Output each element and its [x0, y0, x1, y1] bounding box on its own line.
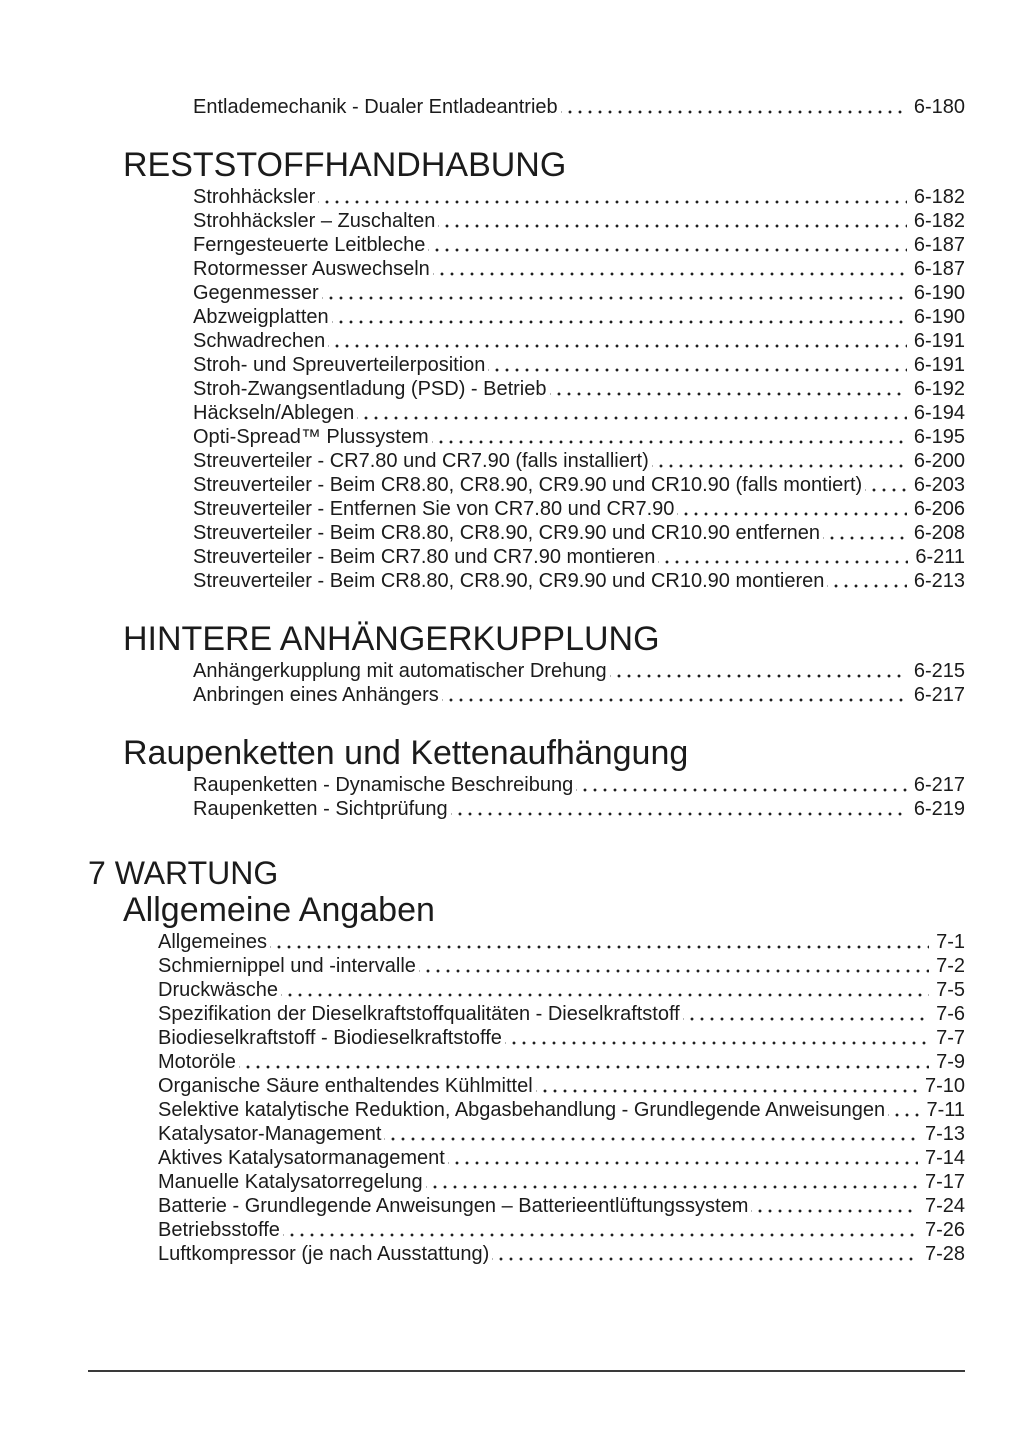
toc-entry	[0, 1122, 1024, 1146]
dot-leader-icon	[550, 377, 907, 401]
section-heading: Allgemeine Angaben	[123, 891, 435, 929]
toc-blocks-container	[0, 95, 1024, 1266]
entry-title: Druckwäsche	[158, 979, 279, 1001]
entry-page-number: 6-206	[913, 498, 965, 520]
entry-page-number: 6-213	[913, 570, 965, 592]
dot-leader-icon	[432, 425, 907, 449]
entry-title: Stroh-Zwangsentladung (PSD) - Betrieb	[193, 378, 547, 400]
toc-entry	[0, 1002, 1024, 1026]
entry-page-number: 6-182	[913, 186, 965, 208]
entry-title: Strohhäcksler	[193, 186, 316, 208]
dot-leader-icon	[610, 659, 907, 683]
entry-title: Selektive katalytische Reduktion, Abgasbehandlung - Grundlegende Anweisungen	[158, 1099, 886, 1121]
entry-page-number: 6-191	[913, 354, 965, 376]
entry-page-number: 7-17	[924, 1171, 965, 1193]
entry-title: Häckseln/Ablegen	[193, 402, 355, 424]
entry-page-number: 6-200	[913, 450, 965, 472]
entry-title: Aktives Katalysatormanagement	[158, 1147, 445, 1169]
toc-entry	[0, 545, 1024, 569]
entry-title: Betriebsstoffe	[158, 1219, 280, 1241]
toc-entry	[0, 95, 1024, 119]
dot-leader-icon	[865, 473, 907, 497]
dot-leader-icon	[448, 1146, 918, 1170]
dot-leader-icon	[652, 449, 907, 473]
entry-page-number: 7-14	[924, 1147, 965, 1169]
entry-page-number: 6-211	[915, 546, 965, 568]
entry-title: Spezifikation der Dieselkraftstoffqualitäten - Dieselkraftstoff	[158, 1003, 680, 1025]
dot-leader-icon	[438, 209, 907, 233]
dot-leader-icon	[281, 978, 929, 1002]
toc-entry	[0, 473, 1024, 497]
entry-title: Stroh- und Spreuverteilerposition	[193, 354, 486, 376]
dot-leader-icon	[270, 930, 929, 954]
entry-title: Anhängerkupplung mit automatischer Drehung	[193, 660, 607, 682]
entry-title: Abzweigplatten	[193, 306, 329, 328]
toc-entry	[0, 281, 1024, 305]
dot-leader-icon	[576, 773, 907, 797]
entry-page-number: 7-6	[936, 1003, 965, 1025]
dot-leader-icon	[888, 1098, 919, 1122]
entry-title: Ferngesteuerte Leitbleche	[193, 234, 426, 256]
toc-entry	[0, 185, 1024, 209]
entry-title: Batterie - Grundlegende Anweisungen – Batterieentlüftungssystem	[158, 1195, 749, 1217]
entry-page-number: 6-219	[913, 798, 965, 820]
dot-leader-icon	[658, 545, 908, 569]
entry-page-number: 6-182	[913, 210, 965, 232]
entry-title: Rotormesser Auswechseln	[193, 258, 430, 280]
entry-title: Schmiernippel und -intervalle	[158, 955, 416, 977]
dot-leader-icon	[751, 1194, 918, 1218]
dot-leader-icon	[451, 797, 907, 821]
entry-page-number: 6-190	[913, 282, 965, 304]
toc-entry	[0, 521, 1024, 545]
dot-leader-icon	[683, 1002, 929, 1026]
toc-item-group	[0, 773, 1024, 821]
dot-leader-icon	[433, 257, 907, 281]
entry-title: Schwadrechen	[193, 330, 326, 352]
entry-title: Gegenmesser	[193, 282, 319, 304]
toc-entry	[0, 659, 1024, 683]
toc-entry	[0, 425, 1024, 449]
entry-title: Anbringen eines Anhängers	[193, 684, 439, 706]
entry-page-number: 7-5	[936, 979, 965, 1001]
entry-page-number: 6-217	[913, 684, 965, 706]
entry-title: Streuverteiler - Beim CR8.80, CR8.90, CR9.90 und CR10.90 montieren	[193, 570, 825, 592]
toc-entry	[0, 569, 1024, 593]
toc-entry	[0, 683, 1024, 707]
entry-page-number: 7-1	[936, 931, 965, 953]
dot-leader-icon	[561, 95, 907, 119]
section-heading: Raupenketten und Kettenaufhängung	[123, 734, 689, 772]
toc-entry	[0, 449, 1024, 473]
section-heading: HINTERE ANHÄNGERKUPPLUNG	[123, 620, 660, 658]
toc-entry	[0, 257, 1024, 281]
entry-page-number: 6-195	[913, 426, 965, 448]
toc-entry	[0, 1146, 1024, 1170]
entry-title: Biodieselkraftstoff - Biodieselkraftstoffe	[158, 1027, 502, 1049]
entry-title: Manuelle Katalysatorregelung	[158, 1171, 423, 1193]
toc-entry	[0, 978, 1024, 1002]
dot-leader-icon	[442, 683, 907, 707]
dot-leader-icon	[426, 1170, 918, 1194]
toc-entry	[0, 1194, 1024, 1218]
toc-entry	[0, 305, 1024, 329]
entry-title: Opti-Spread™ Plussystem	[193, 426, 429, 448]
entry-page-number: 7-7	[936, 1027, 965, 1049]
entry-title: Streuverteiler - Beim CR8.80, CR8.90, CR9.90 und CR10.90 (falls montiert)	[193, 474, 863, 496]
entry-title: Katalysator-Management	[158, 1123, 382, 1145]
entry-page-number: 7-13	[924, 1123, 965, 1145]
entry-page-number: 7-10	[924, 1075, 965, 1097]
entry-page-number: 6-187	[913, 234, 965, 256]
toc-entry	[0, 930, 1024, 954]
toc-entry	[0, 1170, 1024, 1194]
entry-title: Streuverteiler - CR7.80 und CR7.90 (falls installiert)	[193, 450, 649, 472]
dot-leader-icon	[428, 233, 906, 257]
entry-page-number: 6-180	[913, 96, 965, 118]
dot-leader-icon	[322, 281, 907, 305]
toc-entry	[0, 353, 1024, 377]
toc-entry	[0, 1218, 1024, 1242]
entry-title: Luftkompressor (je nach Ausstattung)	[158, 1243, 490, 1265]
entry-title: Streuverteiler - Beim CR8.80, CR8.90, CR9.90 und CR10.90 entfernen	[193, 522, 820, 544]
toc-entry	[0, 797, 1024, 821]
entry-page-number: 6-208	[913, 522, 965, 544]
entry-title: Streuverteiler - Beim CR7.80 und CR7.90 montieren	[193, 546, 656, 568]
toc-entry	[0, 329, 1024, 353]
entry-page-number: 7-9	[936, 1051, 965, 1073]
entry-title: Organische Säure enthaltendes Kühlmittel	[158, 1075, 533, 1097]
dot-leader-icon	[332, 305, 907, 329]
entry-page-number: 7-28	[924, 1243, 965, 1265]
toc-entry	[0, 773, 1024, 797]
section-heading: RESTSTOFFHANDHABUNG	[123, 146, 567, 184]
chapter-heading: 7 WARTUNG	[88, 855, 279, 891]
dot-leader-icon	[318, 185, 907, 209]
dot-leader-icon	[492, 1242, 918, 1266]
toc-entry	[0, 497, 1024, 521]
toc-entry	[0, 1050, 1024, 1074]
entry-page-number: 7-2	[936, 955, 965, 977]
entry-title: Allgemeines	[158, 931, 267, 953]
toc-entry	[0, 954, 1024, 978]
footer-rule	[88, 1370, 965, 1372]
dot-leader-icon	[384, 1122, 918, 1146]
toc-entry	[0, 1026, 1024, 1050]
entry-title: Raupenketten - Dynamische Beschreibung	[193, 774, 574, 796]
toc-item-group	[0, 185, 1024, 593]
entry-title: Streuverteiler - Entfernen Sie von CR7.80 und CR7.90	[193, 498, 675, 520]
dot-leader-icon	[677, 497, 906, 521]
entry-page-number: 6-190	[913, 306, 965, 328]
dot-leader-icon	[328, 329, 907, 353]
toc-item-group	[0, 930, 1024, 1266]
dot-leader-icon	[505, 1026, 929, 1050]
entry-page-number: 7-26	[924, 1219, 965, 1241]
toc-item-group	[0, 95, 1024, 119]
toc-entry	[0, 233, 1024, 257]
toc-entry	[0, 1242, 1024, 1266]
toc-entry	[0, 1098, 1024, 1122]
toc-entry	[0, 377, 1024, 401]
entry-title: Strohhäcksler – Zuschalten	[193, 210, 436, 232]
toc-item-group	[0, 659, 1024, 707]
entry-title: Entlademechanik - Dualer Entladeantrieb	[193, 96, 558, 118]
entry-page-number: 6-192	[913, 378, 965, 400]
dot-leader-icon	[239, 1050, 929, 1074]
dot-leader-icon	[419, 954, 929, 978]
entry-page-number: 6-217	[913, 774, 965, 796]
entry-page-number: 6-187	[913, 258, 965, 280]
dot-leader-icon	[823, 521, 907, 545]
dot-leader-icon	[357, 401, 907, 425]
dot-leader-icon	[827, 569, 906, 593]
entry-page-number: 6-215	[913, 660, 965, 682]
toc-entry	[0, 1074, 1024, 1098]
dot-leader-icon	[283, 1218, 918, 1242]
entry-page-number: 6-191	[913, 330, 965, 352]
entry-page-number: 7-24	[924, 1195, 965, 1217]
entry-title: Motoröle	[158, 1051, 236, 1073]
toc-entry	[0, 401, 1024, 425]
dot-leader-icon	[536, 1074, 918, 1098]
toc-entry	[0, 209, 1024, 233]
entry-page-number: 6-203	[913, 474, 965, 496]
entry-title: Raupenketten - Sichtprüfung	[193, 798, 448, 820]
dot-leader-icon	[488, 353, 906, 377]
entry-page-number: 6-194	[913, 402, 965, 424]
entry-page-number: 7-11	[926, 1099, 965, 1121]
